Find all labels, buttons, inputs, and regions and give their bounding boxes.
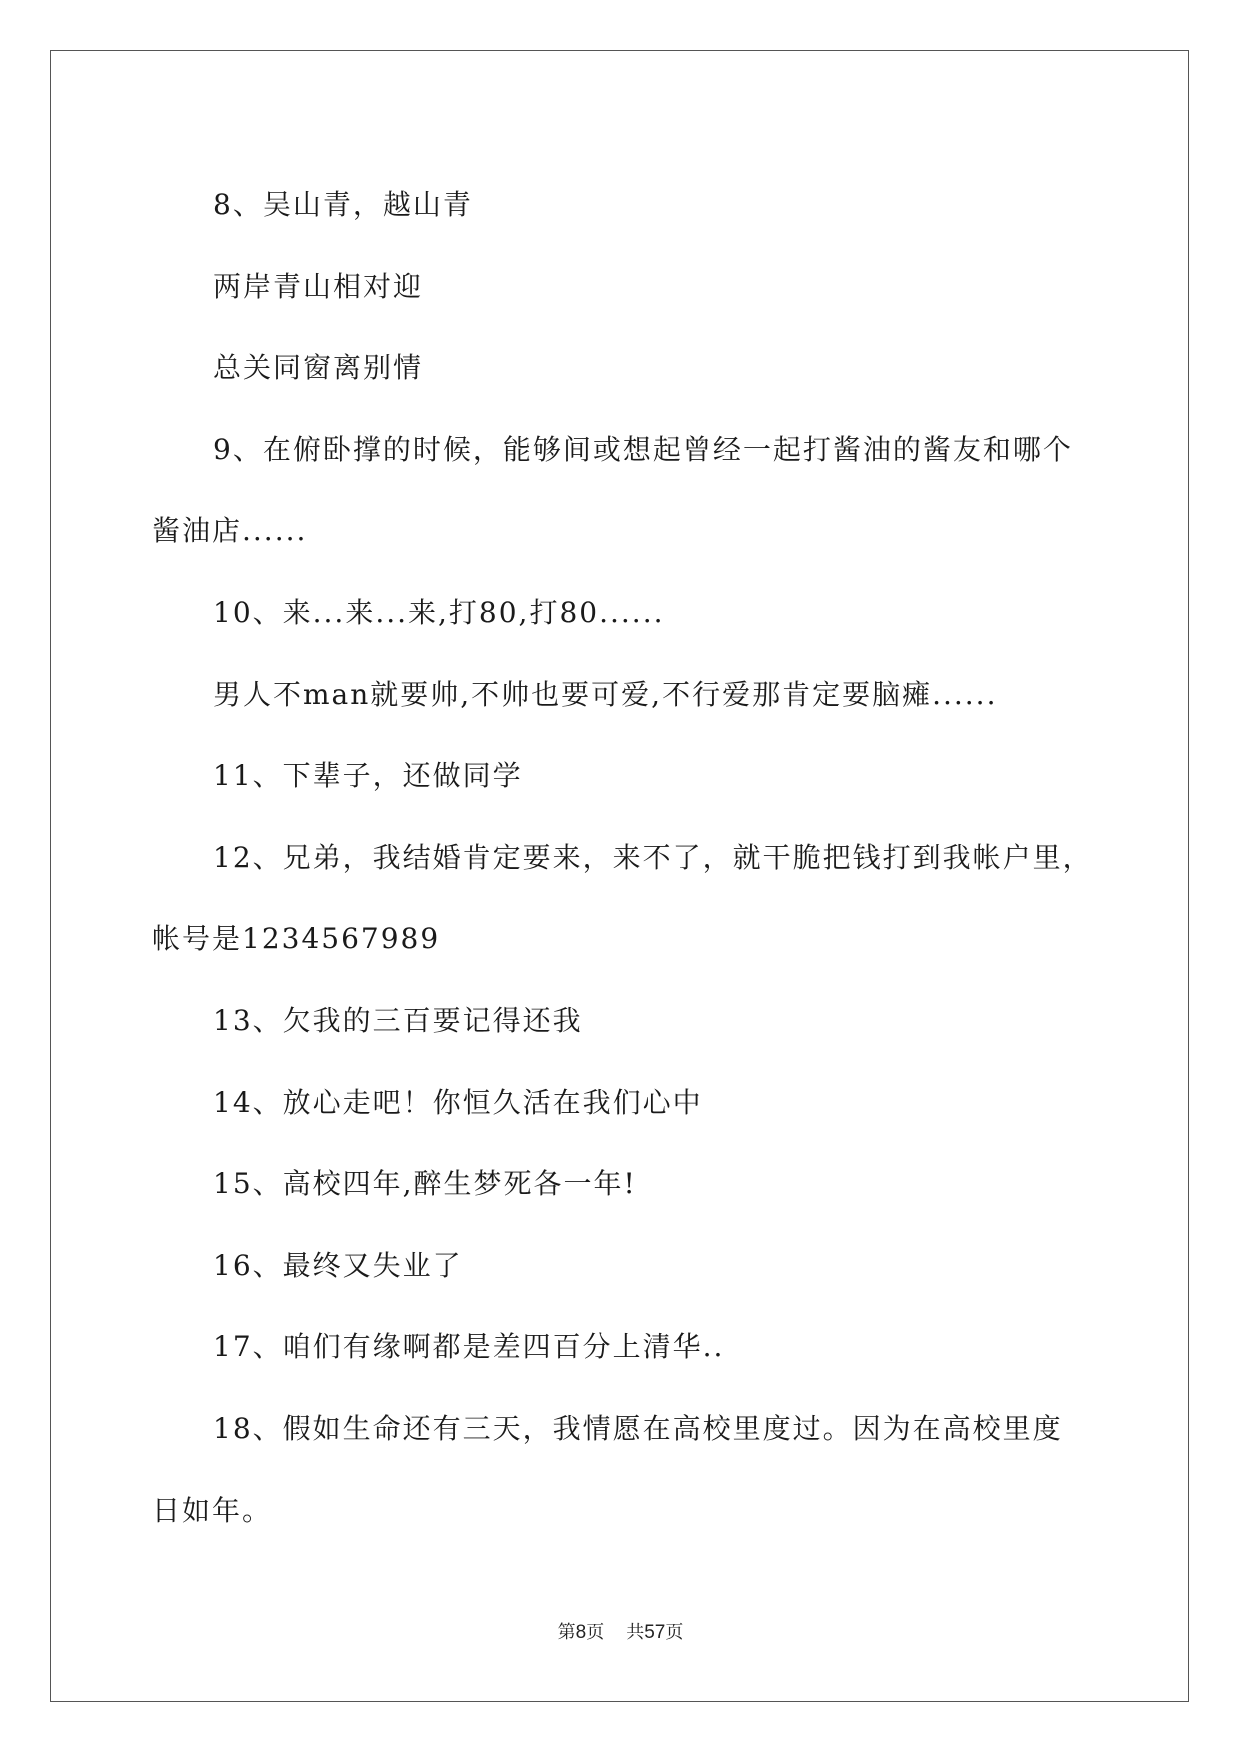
paragraph-line: 12、兄弟，我结婚肯定要来，来不了，就干脆把钱打到我帐户里，: [213, 840, 1093, 874]
page-prefix: 第: [557, 1622, 576, 1643]
paragraph-line: 两岸青山相对迎: [213, 269, 424, 303]
total-pages-number: 57: [644, 1622, 666, 1643]
paragraph-line: 16、最终又失业了: [213, 1248, 463, 1282]
paragraph-line: 8、吴山青，越山青: [213, 188, 473, 221]
paragraph-line: 酱油店......: [152, 514, 308, 548]
paragraph-line: 14、放心走吧！你恒久活在我们心中: [213, 1085, 703, 1119]
document-body: [152, 164, 1092, 1551]
page-suffix: 页: [586, 1622, 605, 1643]
paragraph-line: 18、假如生命还有三天，我情愿在高校里度过。因为在高校里度: [213, 1411, 1063, 1445]
paragraph-line: 13、欠我的三百要记得还我: [213, 1003, 583, 1037]
paragraph-line: 帐号是1234567989: [152, 922, 441, 956]
paragraph-line: 日如年。: [152, 1493, 273, 1527]
paragraph-line: 17、咱们有缘啊都是差四百分上清华..: [213, 1330, 725, 1364]
current-page-number: 8: [575, 1622, 587, 1643]
paragraph-line: 15、高校四年,醉生梦死各一年!: [213, 1167, 637, 1201]
paragraph-line: 9、在俯卧撑的时候，能够间或想起曾经一起打酱油的酱友和哪个: [213, 432, 1073, 466]
total-suffix: 页: [665, 1622, 684, 1643]
paragraph-line: 总关同窗离别情: [213, 351, 424, 385]
paragraph-line: 11、下辈子，还做同学: [213, 759, 523, 793]
total-prefix: 共: [626, 1622, 645, 1643]
paragraph-line: 10、来...来...来,打80,打80......: [213, 595, 665, 629]
paragraph-line: 男人不man就要帅,不帅也要可爱,不行爱那肯定要脑瘫......: [213, 677, 998, 711]
page-footer: [0, 1618, 1241, 1644]
